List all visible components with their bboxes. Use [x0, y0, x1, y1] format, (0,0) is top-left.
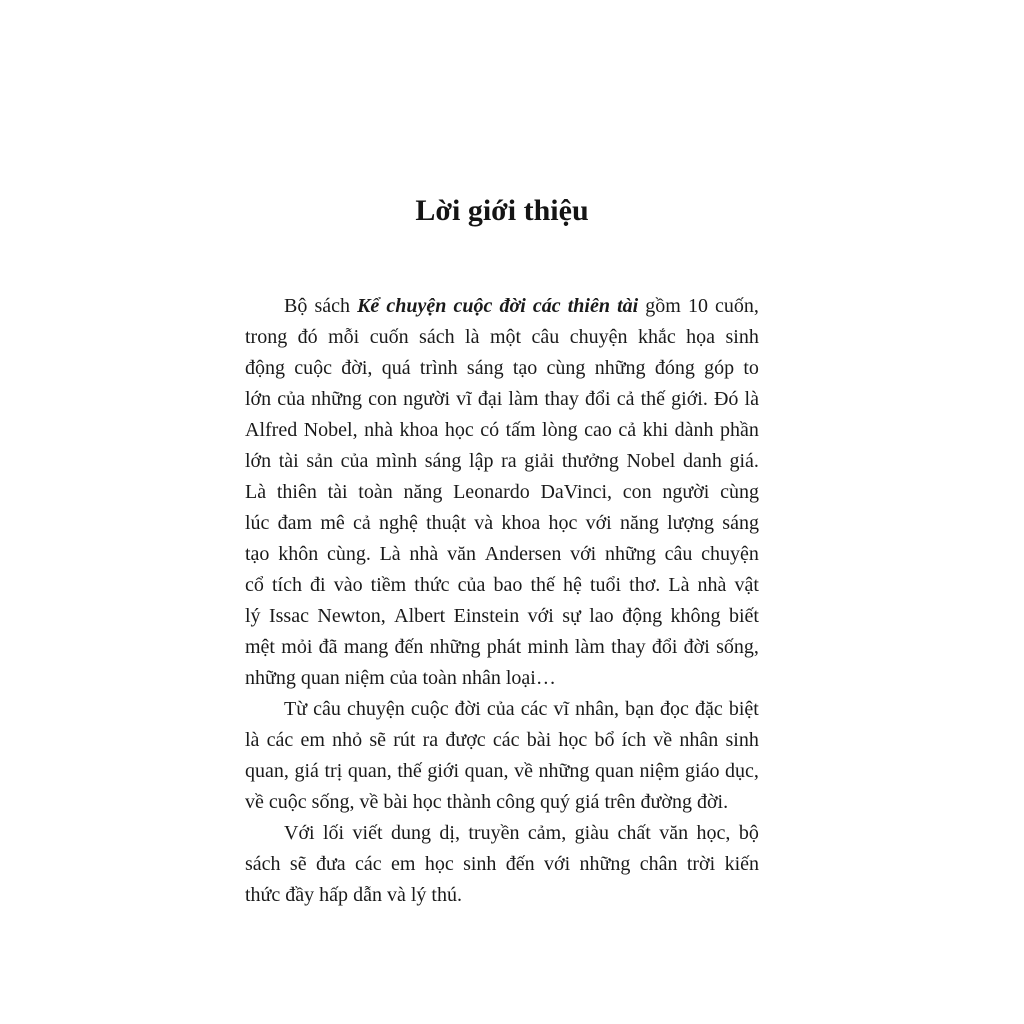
text-word: sách: [419, 326, 455, 348]
text-word: các: [520, 698, 548, 720]
text-line: [245, 849, 759, 880]
text-word: động: [245, 357, 285, 379]
text-word: sinh: [725, 729, 759, 751]
text-word: tài: [327, 481, 348, 503]
text-word: quan,: [464, 760, 509, 782]
text-word: cuộc: [268, 791, 307, 813]
text-word: giải: [524, 450, 555, 472]
text-word: lượng: [667, 512, 715, 534]
text-line: [245, 787, 759, 818]
text-word: em: [391, 853, 416, 875]
text-word: quý: [540, 791, 570, 813]
text-word: cao: [584, 419, 612, 441]
text-word: mỏi: [281, 636, 313, 658]
text-word: của: [389, 667, 418, 689]
text-word: đời.: [696, 791, 729, 813]
text-word: quan: [594, 760, 634, 782]
text-word: về: [653, 729, 673, 751]
text-word: DaVinci,: [540, 481, 613, 503]
text-word: Đó: [713, 388, 739, 410]
text-word: câu: [313, 698, 341, 720]
text-word: chuyện: [346, 698, 405, 720]
text-word: sáng: [466, 357, 504, 379]
text-word: sống,: [716, 636, 759, 658]
text-word: đổi: [585, 388, 611, 410]
text-word: Leonardo: [453, 481, 530, 503]
text-word: lập: [469, 450, 494, 472]
text-word: có: [480, 419, 500, 441]
text-word: tài: [278, 450, 299, 472]
text-word: vật: [734, 574, 759, 596]
series-title-word: tài: [617, 295, 639, 317]
text-word: lý: [245, 605, 261, 627]
text-word: là: [245, 729, 260, 751]
text-word: rút: [393, 729, 416, 751]
text-word: câu: [531, 326, 560, 348]
text-word: học,: [696, 822, 731, 844]
text-word: cả: [618, 419, 637, 441]
text-word: trị: [324, 760, 343, 782]
text-line: [245, 880, 759, 911]
text-word: những: [429, 636, 481, 658]
text-word: dục,: [725, 760, 759, 782]
text-word: lớn: [245, 388, 272, 410]
text-word: đời: [454, 698, 481, 720]
text-word: vĩ: [553, 698, 570, 720]
text-word: sinh: [725, 326, 759, 348]
text-word: trong: [245, 326, 288, 348]
text-word: làm: [574, 636, 605, 658]
text-word: dành: [674, 419, 714, 441]
text-line: [245, 415, 759, 446]
text-line: [245, 725, 759, 756]
text-word: sáng: [424, 450, 462, 472]
text-word: Alfred: [245, 419, 298, 441]
series-title-word: Kể: [357, 295, 380, 317]
text-word: sách: [314, 295, 350, 317]
text-word: lòng: [542, 419, 578, 441]
text-word: trên: [604, 791, 636, 813]
text-word: biết: [728, 605, 759, 627]
text-word: về: [245, 791, 264, 813]
text-word: những: [538, 760, 590, 782]
text-word: tấm: [505, 419, 536, 441]
text-word: giới.: [671, 388, 708, 410]
text-word: trình: [419, 357, 458, 379]
text-word: con: [368, 388, 397, 410]
text-word: mệt: [245, 636, 275, 658]
text-word: động: [622, 605, 663, 627]
series-title-word: các: [532, 295, 561, 317]
text-word: bài: [526, 729, 552, 751]
text-word: Albert: [394, 605, 446, 627]
text-word: khoa: [399, 419, 439, 441]
paragraph: [245, 291, 759, 694]
text-word: Là: [379, 543, 401, 565]
text-word: cuộc: [410, 698, 449, 720]
text-word: Với: [284, 822, 315, 844]
text-word: Andersen: [484, 543, 562, 565]
text-word: vào: [333, 574, 363, 596]
text-word: tuổi: [589, 574, 622, 596]
text-word: thế: [640, 388, 666, 410]
text-word: với: [585, 512, 612, 534]
text-word: quan,: [347, 760, 392, 782]
text-line: [245, 632, 759, 663]
text-line: [245, 694, 759, 725]
text-word: cuộc: [294, 357, 333, 379]
text-word: tạo: [245, 543, 270, 565]
text-word: thành: [446, 791, 492, 813]
text-word: làm: [508, 388, 539, 410]
text-word: được: [445, 729, 486, 751]
text-word: 10: [687, 295, 708, 317]
text-word: học: [444, 419, 474, 441]
text-word: học: [548, 512, 578, 534]
text-word: cả: [352, 512, 371, 534]
text-word: các: [266, 729, 294, 751]
series-title-word: thiên: [567, 295, 610, 317]
text-word: hệ: [562, 574, 582, 596]
text-word: chất: [617, 822, 651, 844]
text-word: Issac: [268, 605, 309, 627]
text-line: [245, 756, 759, 787]
text-word: gồm: [645, 295, 681, 317]
text-word: niệm: [639, 760, 680, 782]
text-word: loại…: [505, 667, 556, 689]
text-word: giá: [294, 760, 319, 782]
series-title-word: đời: [499, 295, 526, 317]
text-word: với: [544, 853, 571, 875]
text-word: đi: [310, 574, 326, 596]
text-line: [245, 477, 759, 508]
text-word: viết: [352, 822, 383, 844]
text-word: thưởng: [561, 450, 619, 472]
text-word: đóng: [654, 357, 695, 379]
text-word: với: [570, 543, 597, 565]
text-word: ích: [621, 729, 647, 751]
text-word: của: [457, 574, 486, 596]
text-word: học: [424, 853, 454, 875]
text-word: năng: [403, 481, 443, 503]
text-word: cuốn: [369, 326, 409, 348]
text-word: Nobel,: [303, 419, 358, 441]
text-word: bài: [383, 791, 408, 813]
text-word: phần: [720, 419, 759, 441]
text-word: chuyện: [569, 326, 628, 348]
text-line: [245, 446, 759, 477]
text-word: Nobel: [626, 450, 676, 472]
text-word: học: [412, 791, 442, 813]
text-line: [245, 508, 759, 539]
text-word: công: [496, 791, 535, 813]
paragraph: [245, 694, 759, 818]
text-word: bộ: [738, 822, 759, 844]
text-word: thức: [414, 574, 450, 596]
text-word: đó: [297, 326, 318, 348]
text-word: lớn: [245, 450, 272, 472]
text-word: Là: [245, 481, 267, 503]
text-word: của: [277, 388, 306, 410]
text-word: em: [300, 729, 325, 751]
text-word: câu: [664, 543, 693, 565]
text-word: đọc: [660, 698, 689, 720]
text-word: quan,: [245, 760, 289, 782]
text-word: đời,: [341, 357, 373, 379]
text-word: truyền: [468, 822, 520, 844]
text-word: khoa: [501, 512, 541, 534]
text-word: đổi: [651, 636, 678, 658]
text-word: văn: [447, 543, 476, 565]
text-word: Einstein: [453, 605, 520, 627]
text-word: cùng: [546, 357, 586, 379]
text-word: và: [474, 512, 494, 534]
series-title-word: chuyện: [386, 295, 447, 317]
text-word: đầy: [285, 884, 315, 906]
text-word: đưa: [315, 853, 346, 875]
text-word: minh: [527, 636, 569, 658]
text-word: sách: [245, 853, 281, 875]
text-word: cảm,: [527, 822, 567, 844]
text-word: giá.: [729, 450, 759, 472]
text-word: với: [527, 605, 554, 627]
text-word: thay: [611, 636, 646, 658]
text-word: của: [486, 698, 515, 720]
text-word: kiến: [724, 853, 759, 875]
text-word: sinh: [463, 853, 497, 875]
text-word: to: [743, 357, 759, 379]
text-word: văn: [659, 822, 689, 844]
text-line: [245, 353, 759, 384]
text-line: [245, 384, 759, 415]
text-line: [245, 570, 759, 601]
text-word: đến: [505, 853, 535, 875]
text-word: mình: [376, 450, 418, 472]
text-line: [245, 291, 759, 322]
text-word: các: [492, 729, 520, 751]
text-word: đặc: [695, 698, 723, 720]
text-word: chuyện: [701, 543, 759, 565]
text-word: danh: [682, 450, 722, 472]
text-word: người: [403, 388, 451, 410]
text-word: người: [662, 481, 710, 503]
text-word: toàn: [358, 481, 393, 503]
body-text: [245, 291, 759, 911]
text-word: sản: [306, 450, 334, 472]
text-word: nhà: [364, 419, 393, 441]
text-word: đã: [318, 636, 338, 658]
page-title: Lời giới thiệu: [415, 194, 589, 227]
text-word: các: [355, 853, 382, 875]
text-word: tạo: [512, 357, 538, 379]
text-word: cổ: [245, 574, 264, 596]
text-word: cùng.: [326, 543, 371, 565]
text-line: [245, 818, 759, 849]
text-word: về: [359, 791, 379, 813]
text-word: con: [622, 481, 652, 503]
text-word: giáo: [685, 760, 720, 782]
text-word: những: [594, 357, 646, 379]
text-word: quá: [381, 357, 411, 379]
text-word: thay: [544, 388, 579, 410]
text-word: giới: [427, 760, 460, 782]
text-word: ra: [422, 729, 439, 751]
text-word: những: [579, 853, 631, 875]
text-word: đời: [683, 636, 710, 658]
text-line: [245, 601, 759, 632]
text-word: năng: [619, 512, 659, 534]
text-word: thuật: [426, 512, 467, 534]
text-word: nhà: [409, 543, 439, 565]
text-word: đam: [277, 512, 313, 534]
text-word: sự: [562, 605, 581, 627]
series-title-word: cuộc: [453, 295, 493, 317]
text-word: toàn: [422, 667, 457, 689]
text-word: hấp: [319, 884, 349, 906]
text-word: lối: [323, 822, 345, 844]
text-word: vĩ: [456, 388, 472, 410]
text-word: khắc: [637, 326, 676, 348]
text-word: sống,: [311, 791, 355, 813]
text-word: dị,: [439, 822, 460, 844]
text-word: sáng: [722, 512, 759, 534]
text-word: nhân: [679, 729, 719, 751]
text-word: một: [489, 326, 522, 348]
text-word: bổ: [594, 729, 615, 751]
text-word: tiềm: [370, 574, 407, 596]
text-word: những: [311, 388, 362, 410]
text-word: Newton,: [317, 605, 386, 627]
text-word: trời: [686, 853, 716, 875]
text-word: Bộ: [284, 295, 308, 317]
text-word: giá: [575, 791, 600, 813]
text-word: đại: [477, 388, 503, 410]
text-word: mỗi: [328, 326, 360, 348]
text-word: về: [514, 760, 533, 782]
text-word: sẽ: [369, 729, 386, 751]
text-word: của: [340, 450, 369, 472]
text-word: cùng: [720, 481, 759, 503]
text-word: lao: [589, 605, 614, 627]
text-word: dẫn: [353, 884, 382, 906]
text-word: lúc: [245, 512, 270, 534]
text-word: sẽ: [289, 853, 307, 875]
text-word: tích: [271, 574, 302, 596]
text-word: những: [604, 543, 656, 565]
text-line: [245, 663, 759, 694]
text-word: nghệ: [378, 512, 418, 534]
text-word: dung: [390, 822, 431, 844]
text-word: đường: [640, 791, 692, 813]
text-word: nhân,: [575, 698, 619, 720]
text-word: mang: [343, 636, 389, 658]
text-word: niệm: [344, 667, 385, 689]
text-word: cả: [616, 388, 635, 410]
text-word: biệt: [728, 698, 759, 720]
text-word: họa: [686, 326, 716, 348]
text-word: nhân: [461, 667, 501, 689]
text-word: và: [386, 884, 406, 906]
text-word: là: [744, 388, 759, 410]
text-word: nhỏ: [332, 729, 363, 751]
text-word: quan: [300, 667, 340, 689]
text-word: chân: [639, 853, 678, 875]
text-word: thơ.: [629, 574, 661, 596]
text-word: thiên: [276, 481, 317, 503]
text-word: học: [558, 729, 588, 751]
text-word: Là: [668, 574, 690, 596]
text-word: thú.: [431, 884, 462, 906]
text-word: ra: [501, 450, 517, 472]
text-word: lý: [410, 884, 427, 906]
text-word: những: [245, 667, 296, 689]
text-word: góp: [704, 357, 735, 379]
text-word: phát: [486, 636, 522, 658]
text-word: đến: [394, 636, 424, 658]
text-word: mê: [320, 512, 345, 534]
paragraph: [245, 818, 759, 911]
text-word: giàu: [574, 822, 610, 844]
text-word: là: [465, 326, 480, 348]
text-word: Từ: [284, 698, 308, 720]
text-word: nhà: [697, 574, 727, 596]
text-line: [245, 322, 759, 353]
text-word: bao: [493, 574, 523, 596]
text-word: thế: [530, 574, 555, 596]
text-line: [245, 539, 759, 570]
text-word: thức: [245, 884, 281, 906]
text-word: bạn: [625, 698, 654, 720]
text-word: khi: [642, 419, 669, 441]
text-word: cuốn,: [715, 295, 759, 317]
text-word: không: [670, 605, 721, 627]
text-word: khôn: [278, 543, 319, 565]
text-word: thế: [397, 760, 422, 782]
